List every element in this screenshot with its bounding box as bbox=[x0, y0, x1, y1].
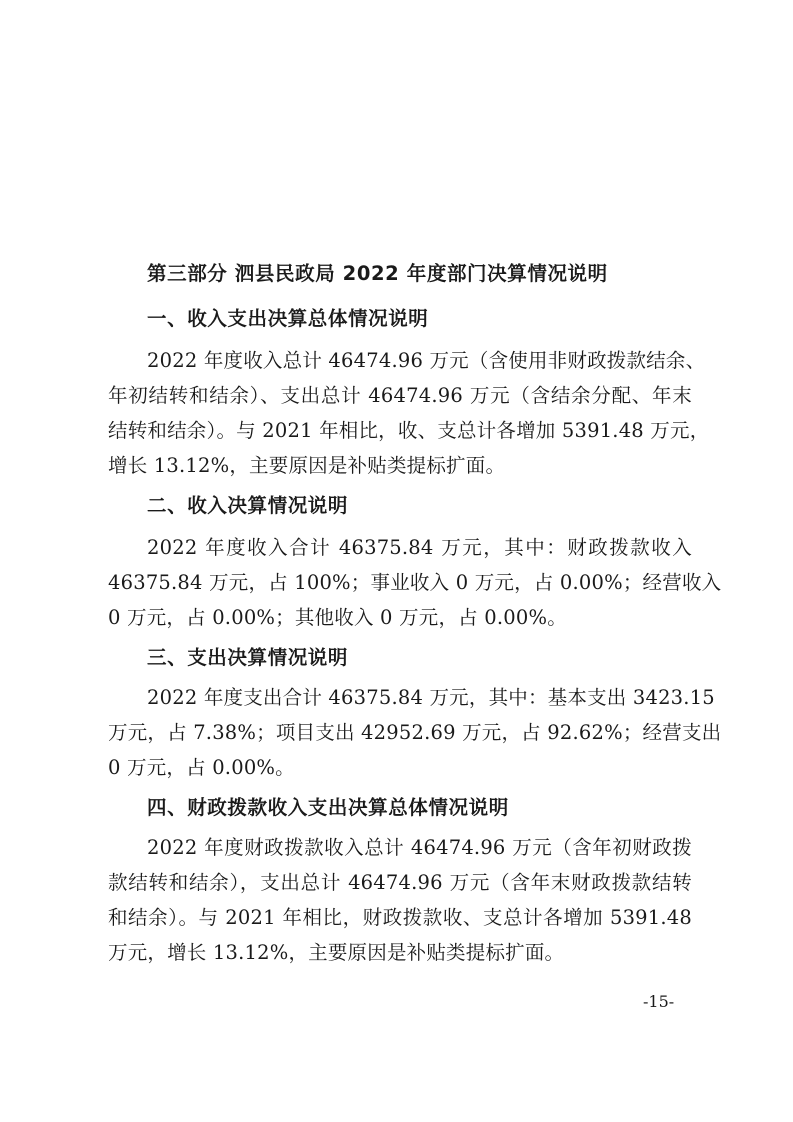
paragraph-line: 2022 年度财政拨款收入总计 46474.96 万元（含年初财政拨 bbox=[147, 836, 692, 859]
page-number: -15- bbox=[643, 992, 675, 1011]
page-title: 第三部分 泗县民政局 2022 年度部门决算情况说明 bbox=[147, 262, 608, 285]
paragraph-line: 46375.84 万元，占 100%；事业收入 0 万元，占 0.00%；经营收入 bbox=[108, 571, 722, 594]
paragraph-line: 和结余）。与 2021 年相比，财政拨款收、支总计各增加 5391.48 bbox=[108, 906, 692, 929]
paragraph-line: 款结转和结余），支出总计 46474.96 万元（含年末财政拨款结转 bbox=[108, 871, 692, 894]
section-heading-1: 一、收入支出决算总体情况说明 bbox=[147, 307, 429, 330]
paragraph-line: 2022 年度收入总计 46474.96 万元（含使用非财政拨款结余、 bbox=[147, 349, 706, 372]
paragraph-line: 增长 13.12%，主要原因是补贴类提标扩面。 bbox=[108, 454, 506, 477]
paragraph-line: 0 万元，占 0.00%；其他收入 0 万元，占 0.00%。 bbox=[108, 606, 567, 629]
paragraph-line: 2022 年度支出合计 46375.84 万元，其中：基本支出 3423.15 bbox=[147, 686, 715, 709]
paragraph-line: 年初结转和结余）、支出总计 46474.96 万元（含结余分配、年末 bbox=[108, 384, 692, 407]
paragraph-line: 万元，占 7.38%；项目支出 42952.69 万元，占 92.62%；经营支出 bbox=[108, 721, 722, 744]
paragraph-line: 2022 年度收入合计 46375.84 万元，其中：财政拨款收入 bbox=[147, 536, 692, 559]
section-heading-3: 三、支出决算情况说明 bbox=[147, 646, 349, 669]
section-heading-4: 四、财政拨款收入支出决算总体情况说明 bbox=[147, 796, 509, 819]
paragraph-line: 0 万元，占 0.00%。 bbox=[108, 756, 295, 779]
paragraph-line: 结转和结余）。与 2021 年相比，收、支总计各增加 5391.48 万元， bbox=[108, 419, 710, 442]
section-heading-2: 二、收入决算情况说明 bbox=[147, 494, 349, 517]
paragraph-line: 万元，增长 13.12%，主要原因是补贴类提标扩面。 bbox=[108, 941, 565, 964]
